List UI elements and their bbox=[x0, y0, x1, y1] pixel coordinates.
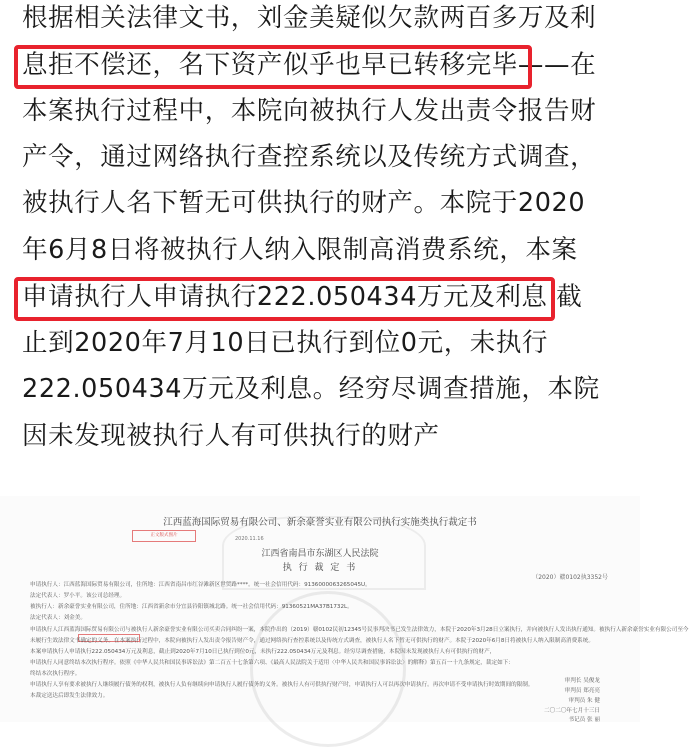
document-title: 江西蓝海国际贸易有限公司、新余豪誉实业有限公司执行实施类执行裁定书 bbox=[163, 517, 477, 528]
doc-paragraph: 申请执行人：江西蓝海国际贸易有限公司，住所地：江西省南昌市红谷滩新区世贸路****。统一社会信用代码：9136000063265045U。 bbox=[30, 582, 371, 588]
document-type: 执 行 裁 定 书 bbox=[282, 563, 358, 573]
article-line: 222.050434万元及利息。经穷尽调查措施，本院 bbox=[22, 374, 600, 404]
doc-paragraph: 被执行人：新余豪誉实业有限公司，住所地：江西省新余市分宜县钤阳镇城北路。统一社会信用代码：91360521MA37B1732L。 bbox=[30, 604, 353, 610]
article-line: 产令，通过网络执行查控系统以及传统方式调查， bbox=[22, 142, 597, 172]
article-line: 因未发现被执行人有可供执行的财产 bbox=[22, 421, 440, 451]
highlight-box bbox=[14, 45, 532, 89]
article-line: 根据相关法律文书，刘金美疑似欠款两百多万及利 bbox=[22, 3, 597, 33]
article-line: 止到2020年7月10日已执行到位0元，未执行 bbox=[22, 328, 549, 358]
publish-date: 2020.11.16 bbox=[235, 536, 264, 542]
article-line: 年6月8日将被执行人纳入限制高消费系统，本案 bbox=[22, 235, 578, 265]
court-document-image bbox=[0, 496, 689, 723]
court-name: 江西省南昌市东湖区人民法院 bbox=[261, 549, 379, 559]
signature-line: 二〇二〇年七月十三日 bbox=[544, 708, 600, 714]
signature-line: 审判长 吴俊龙 bbox=[564, 678, 600, 684]
doc-paragraph: 申请执行人同意终结本次执行程序。依照《中华人民共和国民事诉讼法》第二百五十七条第六项、《最高人民法院关于适用〈中华人民共和国民事诉讼法〉的解释》第五百一十九条规定，裁定如下： bbox=[30, 660, 514, 666]
doc-paragraph: 本裁定送达后即发生法律效力。 bbox=[30, 693, 109, 699]
doc-paragraph: 本案申请执行人申请执行222.050434万元及利息，截止到2020年7月10日已执行到位0元，未执行222.050434万元及利息。经穷尽调查措施，本院因未发现被执行人有可供执行的财产， bbox=[30, 649, 496, 655]
article-line: 息拒不偿还，名下资产似乎也早已转移完毕——在 bbox=[22, 50, 597, 80]
article-line: 被执行人名下暂无可供执行的财产。本院于2020 bbox=[22, 188, 586, 218]
format-stamp: 正文版式图片 bbox=[132, 530, 196, 542]
article-line: 申请执行人申请执行222.050434万元及利息 截 bbox=[22, 282, 583, 312]
signature-line: 书记员 张 丽 bbox=[568, 717, 600, 723]
article-line: 本案执行过程中，本院向被执行人发出责令报告财 bbox=[22, 96, 597, 126]
doc-paragraph: 申请执行人江西蓝海国际贸易有限公司与被执行人新余豪誉实业有限公司买卖合同纠纷一案，本院作出的（2019）赣0102民初12345号民事判决书已发生法律效力，本院于2020年3月28日立案执行，并向被执行人发出执行通知。被执行人新余豪誉实业有限公司至今 bbox=[30, 627, 689, 633]
doc-paragraph: 申请执行人享有要求被执行人继续履行债务的权利，被执行人负有继续向申请执行人履行债务的义务。被执行人有可供执行财产时，申请执行人可以再次申请执行。再次申请不受申请执行时效期间的限制。 bbox=[30, 682, 534, 688]
signature-line: 审判员 朱 健 bbox=[568, 698, 600, 704]
doc-paragraph: 法定代表人：罗小平。该公司总经理。 bbox=[30, 593, 126, 599]
doc-paragraph: 法定代表人：刘金美。 bbox=[30, 615, 86, 621]
signature-line: 审判员 郑亮亮 bbox=[564, 688, 600, 694]
doc-paragraph: 未履行生效法律文书确定的义务。在本案执行过程中，本院向被执行人发出责令报告财产令，通过网络执行查控系统以及传统方式调查，被执行人名下暂无可供执行的财产。本院于2020年6月8日将被执行人纳入限制高消费系统。 bbox=[30, 638, 594, 644]
doc-paragraph: 终结本次执行程序。 bbox=[30, 671, 81, 677]
case-number: （2020）赣0102执3352号 bbox=[532, 574, 608, 581]
highlight-box bbox=[14, 277, 555, 321]
